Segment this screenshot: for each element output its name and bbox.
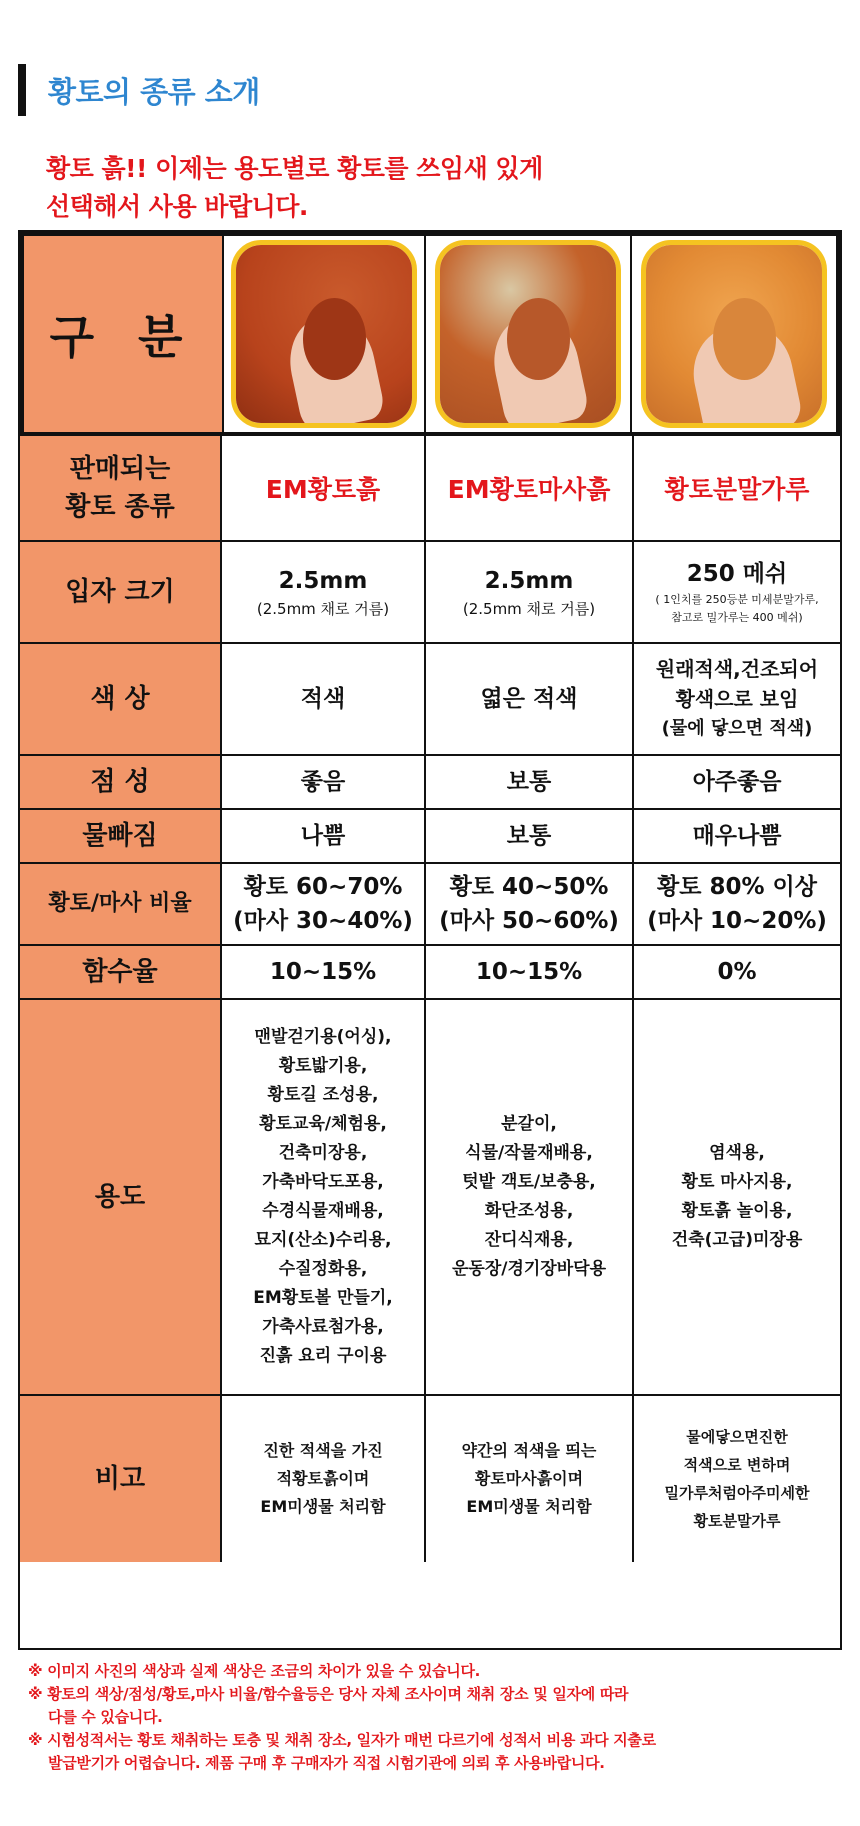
table-row (20, 862, 840, 944)
table-body (20, 436, 840, 1562)
table-header-row (20, 232, 840, 436)
color-line: 원래적색,건조되어 (655, 657, 819, 681)
color-em-masa-soil: 엷은 적색 (426, 644, 634, 754)
viscosity-em-masa-soil: 보통 (426, 756, 634, 808)
remarks-line: 밀가루처럼아주미세한 (664, 1484, 810, 1502)
ratio-em-masa-soil (426, 864, 634, 944)
section-title (18, 64, 260, 116)
photo-cell-em-masa-soil (426, 236, 632, 432)
remarks-line: EM미생물 처리함 (466, 1497, 592, 1516)
usage-item: 수질정화용, (278, 1259, 368, 1279)
soil-in-hand-photo (435, 240, 621, 428)
drainage-em-masa-soil: 보통 (426, 810, 634, 862)
row-label-ratio: 황토/마사 비율 (20, 864, 222, 944)
photo-cell-em-soil (224, 236, 426, 432)
footnote: 발급받기가 어렵습니다. 제품 구매 후 구매자가 직접 시험기관에 의뢰 후 사용바랍니다. (48, 1754, 605, 1772)
drainage-em-soil: 나쁨 (222, 810, 426, 862)
usage-item: 묘지(산소)수리용, (254, 1230, 392, 1250)
row-label-size: 입자 크기 (20, 542, 222, 642)
usage-item: 수경식물재배용, (262, 1201, 384, 1221)
intro-line: 황토 흙!! 이제는 용도별로 황토를 쓰임새 있게 (46, 154, 543, 183)
photo-cell-powder (632, 236, 836, 432)
type-powder: 황토분말가루 (664, 475, 810, 504)
row-label-type (20, 436, 222, 540)
usage-item: 맨발걷기용(어싱), (254, 1027, 392, 1047)
remarks-line: 진한 적색을 가진 (263, 1441, 383, 1460)
row-label-line: 판매되는 (69, 454, 171, 484)
ratio-line: (마사 50~60%) (439, 908, 619, 934)
soil-in-hand-photo (231, 240, 417, 428)
size-main: 2.5mm (278, 568, 368, 594)
usage-item: 텃밭 객토/보충용, (462, 1172, 596, 1192)
size-main: 2.5mm (484, 568, 574, 594)
drainage-powder: 매우나쁨 (692, 823, 782, 849)
usage-item: 황토길 조성용, (267, 1085, 379, 1105)
size-sub: (2.5mm 채로 거름) (256, 600, 390, 618)
table-row (20, 754, 840, 808)
usage-item: 황토 마사지용, (681, 1172, 793, 1192)
soil-in-hand-photo (641, 240, 827, 428)
ratio-line: 황토 60~70% (243, 874, 403, 900)
size-sub: (2.5mm 채로 거름) (462, 600, 596, 618)
row-label-viscosity: 점 성 (20, 756, 222, 808)
color-line: (물에 닿으면 적색) (661, 718, 813, 739)
usage-item: 운동장/경기장바닥용 (451, 1259, 606, 1279)
usage-item: 화단조성용, (484, 1201, 574, 1221)
remarks-line: 물에닿으면진한 (686, 1428, 788, 1446)
usage-item: 황토교육/체험용, (259, 1114, 387, 1134)
ratio-line: (마사 30~40%) (233, 908, 413, 934)
usage-powder (634, 1000, 840, 1394)
moisture-powder: 0% (717, 959, 757, 985)
usage-item: 잔디식재용, (484, 1230, 574, 1250)
header-label-cell (24, 236, 224, 432)
usage-item: 분갈이, (501, 1114, 557, 1134)
remarks-powder (634, 1396, 840, 1562)
table-row (20, 1394, 840, 1562)
type-em-masa-soil: EM황토마사흙 (426, 436, 634, 540)
moisture-em-soil: 10~15% (222, 946, 426, 998)
usage-em-soil (222, 1000, 426, 1394)
table-row (20, 540, 840, 642)
row-label-color: 색 상 (20, 644, 222, 754)
size-sub: 참고로 밀가루는 400 메쉬) (671, 611, 803, 624)
size-em-soil (222, 542, 426, 642)
table-row (20, 642, 840, 754)
footnote: 다를 수 있습니다. (48, 1708, 163, 1726)
usage-item: 건축미장용, (278, 1143, 368, 1163)
viscosity-em-soil: 좋음 (222, 756, 426, 808)
section-title-text: 황토의 종류 소개 (48, 74, 260, 109)
remarks-em-masa-soil (426, 1396, 634, 1562)
ratio-line: (마사 10~20%) (647, 908, 827, 934)
usage-item: 건축(고급)미장용 (671, 1230, 803, 1250)
size-powder (634, 542, 840, 642)
row-label-remarks: 비고 (20, 1396, 222, 1562)
color-powder (634, 644, 840, 754)
usage-item: 식물/작물재배용, (465, 1143, 593, 1163)
table-row (20, 998, 840, 1394)
row-label-moisture: 함수율 (20, 946, 222, 998)
remarks-em-soil (222, 1396, 426, 1562)
usage-item: EM황토볼 만들기, (253, 1288, 393, 1308)
intro-text (46, 150, 543, 226)
title-bar-accent (18, 64, 26, 116)
remarks-line: 적황토흙이며 (276, 1469, 370, 1488)
usage-item: 가축사료첨가용, (262, 1317, 384, 1337)
color-em-soil: 적색 (222, 644, 426, 754)
footnote: ※ 이미지 사진의 색상과 실제 색상은 조금의 차이가 있을 수 있습니다. (28, 1662, 481, 1680)
usage-item: 황토흙 놀이용, (681, 1201, 793, 1221)
usage-item: 염색용, (709, 1143, 765, 1163)
size-main: 250 메쉬 (686, 561, 788, 587)
size-sub: ( 1인치를 250등분 미세분말가루, (655, 593, 819, 606)
footnotes (28, 1660, 818, 1775)
table-row (20, 436, 840, 540)
remarks-line: 약간의 적색을 띄는 (461, 1441, 597, 1460)
row-label-line: 황토 종류 (65, 492, 175, 522)
footnote: ※ 시험성적서는 황토 채취하는 토층 및 채취 장소, 일자가 매번 다르기에 성적서 비용 과다 지출로 (28, 1731, 656, 1749)
remarks-line: 적색으로 변하며 (683, 1456, 791, 1474)
ratio-em-soil (222, 864, 426, 944)
usage-item: 진흙 요리 구이용 (259, 1346, 387, 1366)
usage-em-masa-soil (426, 1000, 634, 1394)
size-em-masa-soil (426, 542, 634, 642)
remarks-line: EM미생물 처리함 (260, 1497, 386, 1516)
type-em-soil: EM황토흙 (222, 436, 426, 540)
remarks-line: 황토분말가루 (693, 1512, 781, 1530)
usage-item: 가축바닥도포용, (262, 1172, 384, 1192)
table-row (20, 944, 840, 998)
intro-line: 선택해서 사용 바랍니다. (46, 192, 308, 221)
remarks-line: 황토마사흙이며 (474, 1469, 584, 1488)
viscosity-powder: 아주좋음 (692, 769, 782, 795)
ratio-line: 황토 80% 이상 (657, 874, 817, 900)
usage-item: 황토밟기용, (278, 1056, 368, 1076)
header-label: 구 분 (49, 310, 197, 364)
row-label-usage: 용도 (20, 1000, 222, 1394)
ratio-powder (634, 864, 840, 944)
footnote: ※ 황토의 색상/점성/황토,마사 비율/함수율등은 당사 자체 조사이며 채취 장소 및 일자에 따라 (28, 1685, 629, 1703)
table-row (20, 808, 840, 862)
row-label-drainage: 물빠짐 (20, 810, 222, 862)
soil-type-table (18, 230, 842, 1650)
color-line: 황색으로 보임 (675, 687, 799, 711)
moisture-em-masa-soil: 10~15% (426, 946, 634, 998)
ratio-line: 황토 40~50% (449, 874, 609, 900)
